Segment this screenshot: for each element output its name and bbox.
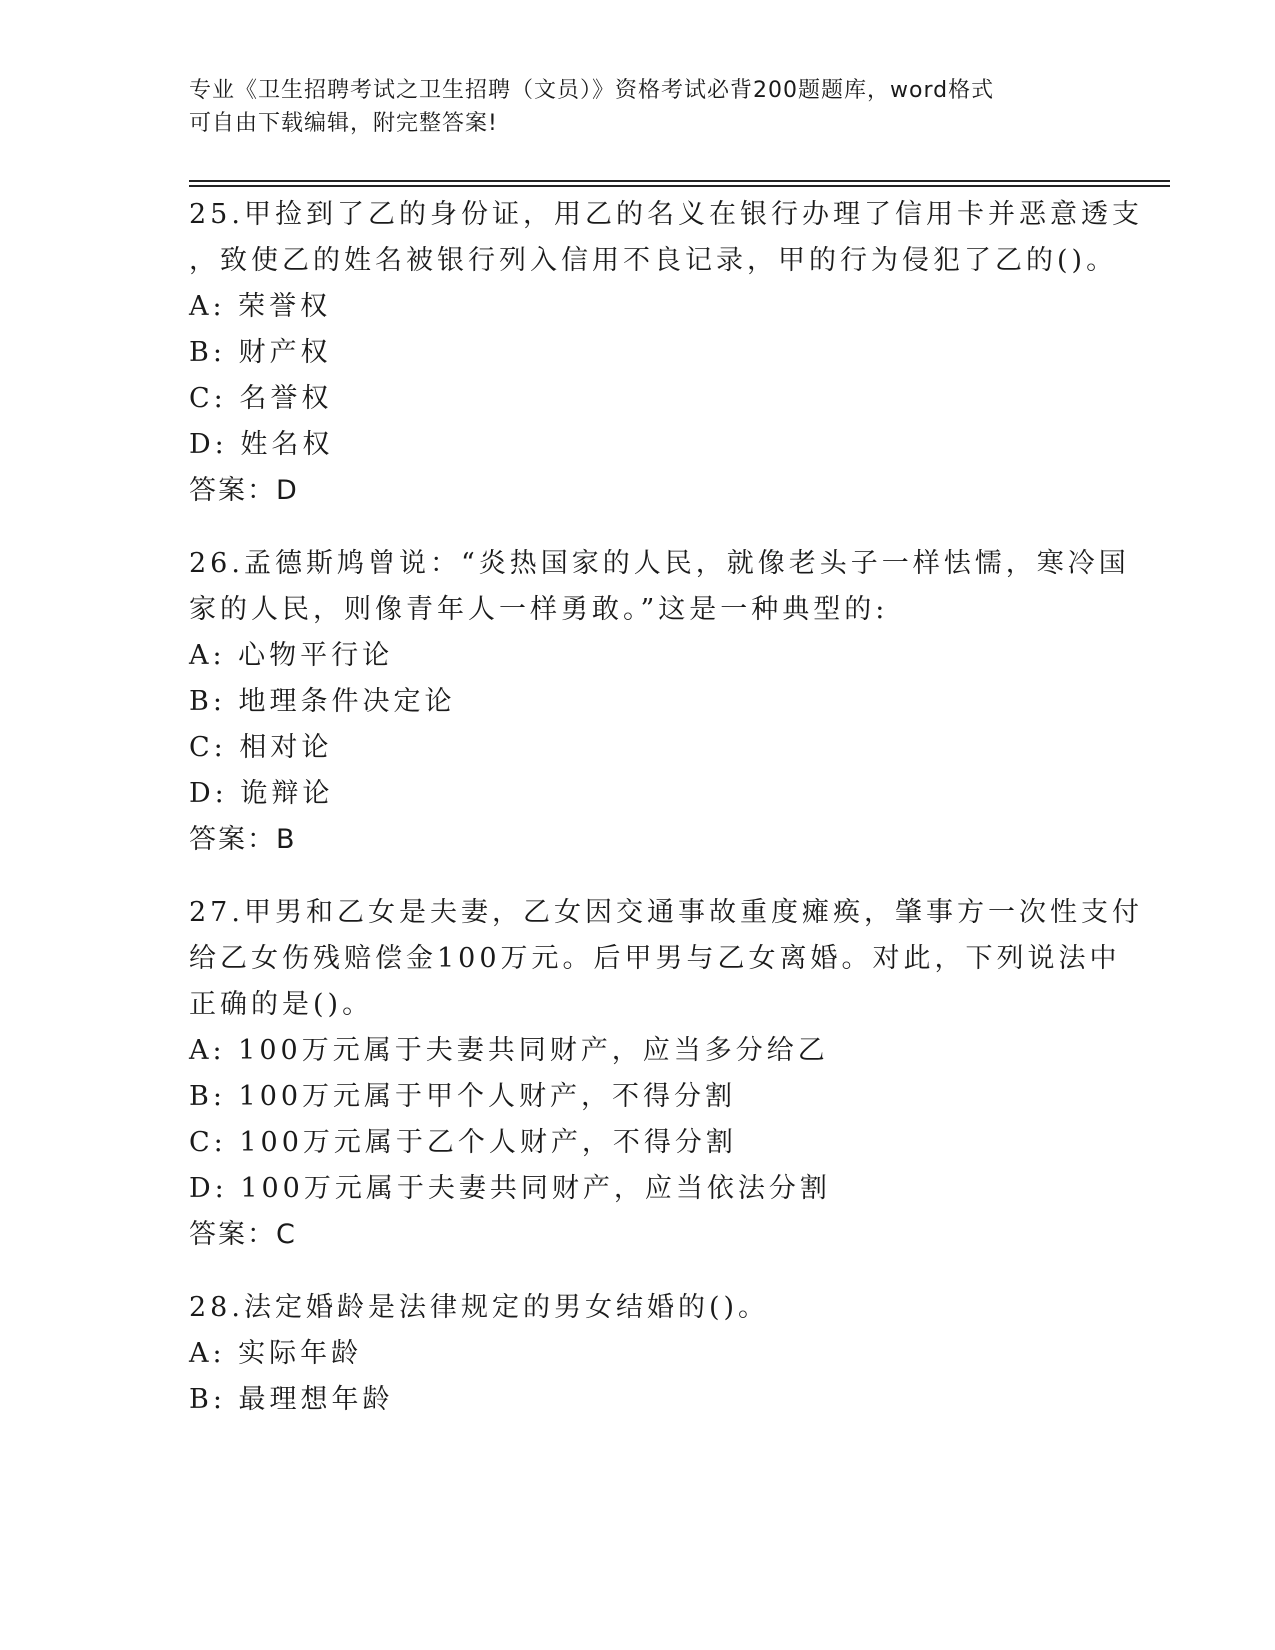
- header-line-2: 可自由下载编辑，附完整答案!: [189, 111, 498, 136]
- header-divider-bottom: [189, 185, 1170, 187]
- option-b: B: 地理条件决定论: [189, 686, 456, 717]
- answer-text: 答案：C: [189, 1219, 297, 1250]
- option-b: B: 财产权: [189, 337, 332, 368]
- question-25: [189, 192, 1143, 514]
- option-a: A: 心物平行论: [189, 640, 394, 671]
- option-a: A: 100万元属于夫妻共同财产，应当多分给乙: [189, 1035, 829, 1066]
- question-text-line: 25.甲捡到了乙的身份证，用乙的名义在银行办理了信用卡并恶意透支: [189, 199, 1143, 230]
- answer-text: 答案：B: [189, 824, 297, 855]
- header-divider-top: [189, 180, 1170, 182]
- header-line-1: 专业《卫生招聘考试之卫生招聘（文员）》资格考试必背200题题库，word格式: [189, 78, 995, 103]
- question-26: [189, 541, 1130, 863]
- answer-text: 答案：D: [189, 475, 299, 506]
- option-d: D: 姓名权: [189, 429, 334, 460]
- question-27: [189, 890, 1143, 1258]
- question-text-line: 家的人民，则像青年人一样勇敢。”这是一种典型的:: [189, 594, 889, 625]
- question-text-line: 28.法定婚龄是法律规定的男女结婚的()。: [189, 1292, 770, 1323]
- question-text-line: 27.甲男和乙女是夫妻，乙女因交通事故重度瘫痪，肇事方一次性支付: [189, 897, 1143, 928]
- option-c: C: 相对论: [189, 732, 333, 763]
- option-c: C: 名誉权: [189, 383, 333, 414]
- option-a: A: 实际年龄: [189, 1338, 363, 1369]
- question-list: [189, 192, 1143, 1450]
- question-text-line: 正确的是()。: [189, 989, 374, 1020]
- question-text-line: 给乙女伤残赔偿金100万元。后甲男与乙女离婚。对此，下列说法中: [189, 943, 1121, 974]
- option-b: B: 最理想年龄: [189, 1384, 394, 1415]
- option-d: D: 100万元属于夫妻共同财产，应当依法分割: [189, 1173, 831, 1204]
- document-header: [189, 74, 1089, 140]
- option-d: D: 诡辩论: [189, 778, 334, 809]
- option-a: A: 荣誉权: [189, 291, 332, 322]
- question-text-line: ，致使乙的姓名被银行列入信用不良记录，甲的行为侵犯了乙的()。: [189, 245, 1118, 276]
- question-text-line: 26.孟德斯鸠曾说：“炎热国家的人民，就像老头子一样怯懦，寒冷国: [189, 548, 1130, 579]
- option-c: C: 100万元属于乙个人财产，不得分割: [189, 1127, 737, 1158]
- option-b: B: 100万元属于甲个人财产，不得分割: [189, 1081, 737, 1112]
- question-28: [189, 1285, 1089, 1423]
